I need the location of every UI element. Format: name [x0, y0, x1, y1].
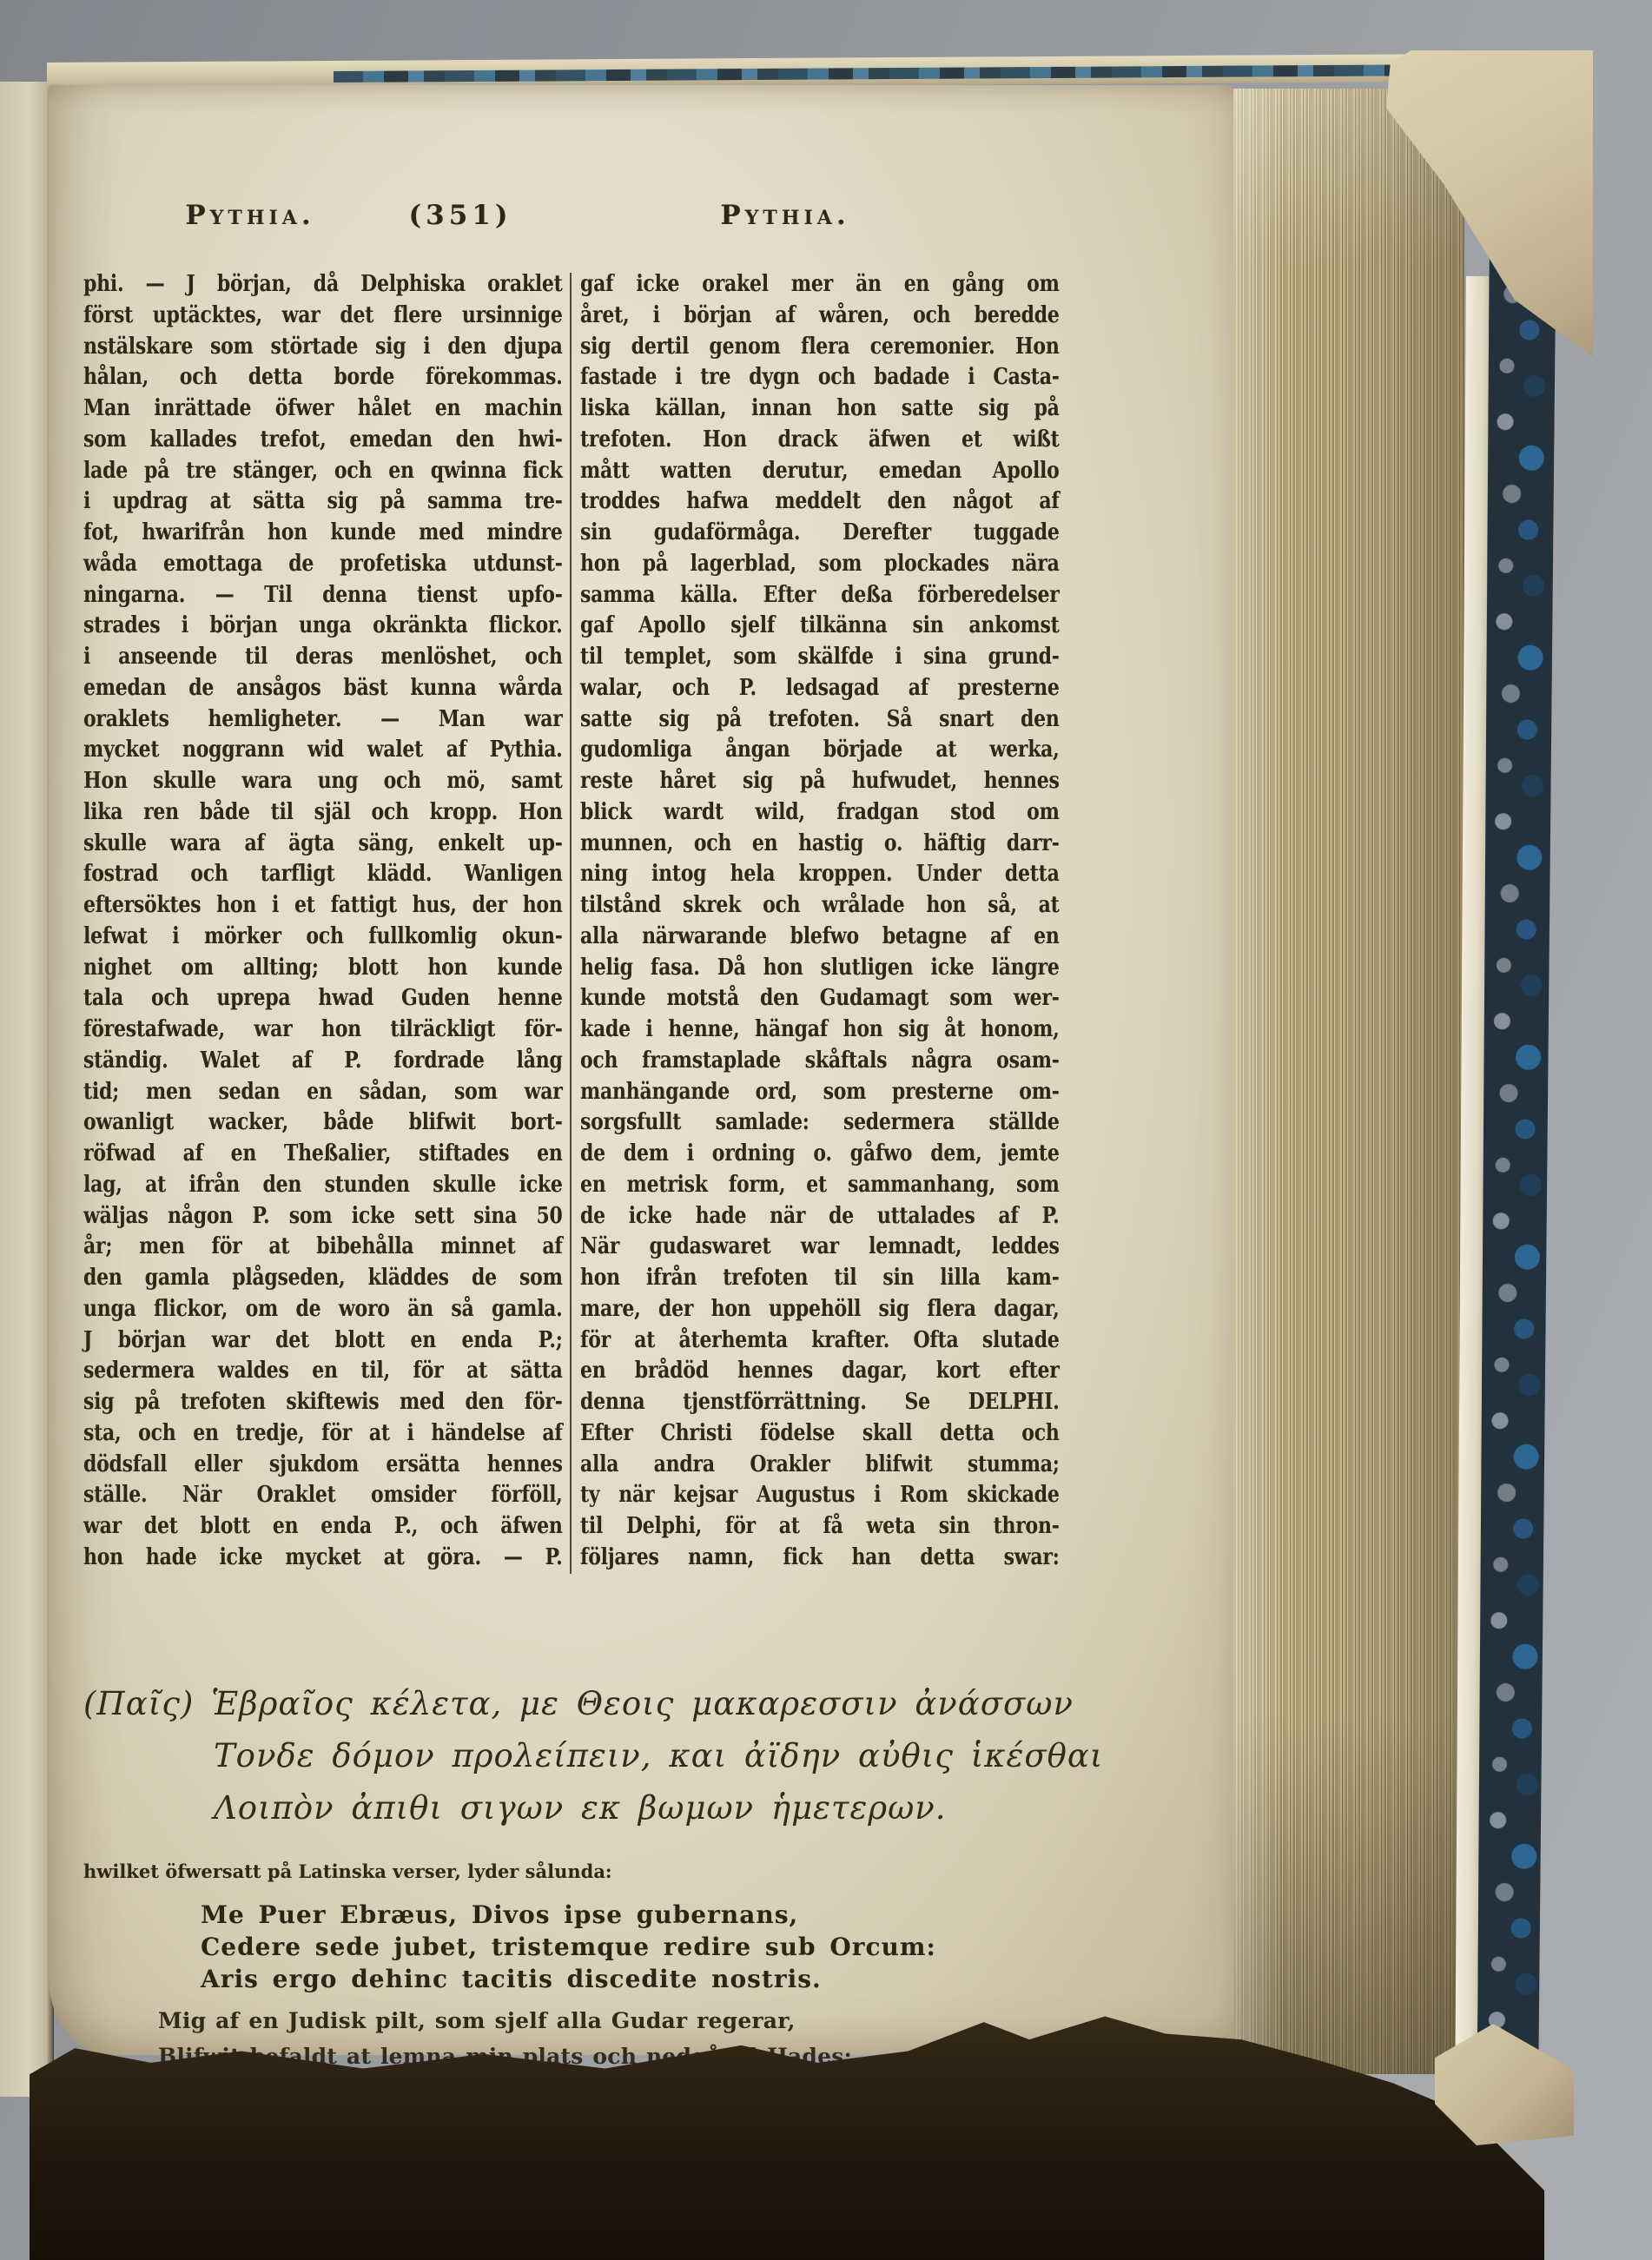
text-line: alla andra Orakler blifwit stumma; — [580, 1450, 1060, 1477]
text-line: sin gudaförmåga. Derefter tuggade — [580, 519, 1060, 545]
text-line: året, i början af wåren, och beredde — [580, 301, 1060, 328]
text-line: wåda emottaga de profetiska utdunst- — [83, 550, 563, 577]
text-line: war det blott en enda P., och äfwen — [83, 1513, 563, 1539]
top-edge-marbled-paper — [334, 64, 1468, 83]
text-line: de dem i ordning o. gåfwo dem, jemte — [580, 1140, 1060, 1166]
text-line: sta, och en tredje, för at i händelse af — [83, 1419, 563, 1446]
text-line: eftersöktes hon i et fattigt hus, der hon — [83, 892, 563, 918]
text-line: skulle wara af ägta säng, enkelt up- — [83, 829, 563, 856]
printed-text-block — [83, 200, 1104, 2069]
text-line: Τονδε δόμον προλείπειν, και ἀϊδην αὐθις ἱκέσθαι — [214, 1737, 1104, 1774]
text-line: wäljas någon P. som icke sett sina 50 — [83, 1202, 563, 1229]
text-line: blick wardt wild, fradgan stod om — [580, 798, 1060, 825]
book-page — [49, 85, 1237, 2069]
text-line: Efter Christi födelse skall detta och — [580, 1419, 1060, 1446]
text-line: hålan, och detta borde förekommas. — [83, 364, 563, 391]
text-line: hon på lagerblad, som plockades nära — [580, 550, 1060, 577]
text-line: fostrad och tarfligt klädd. Wanligen — [83, 861, 563, 888]
text-line: Mig af en Judisk pilt, som sjelf alla Gudar regerar, — [158, 2008, 796, 2033]
text-line: gaf icke orakel mer än en gång om — [580, 271, 1060, 297]
text-line: Man inrättade öfwer hålet en machin — [83, 395, 563, 421]
running-header-right: Pythia. — [720, 200, 850, 231]
text-line: i anseende til deras menlöshet, och — [83, 644, 563, 670]
text-line: ning intog hela kroppen. Under detta — [580, 861, 1060, 888]
text-line: emedan de ansågos bäst kunna wårda — [83, 674, 563, 701]
text-line: förestafwade, war hon tilräckligt för- — [83, 1016, 563, 1042]
text-line: (Παῖς) Ἑβραῖος κέλετα, με Θεοις μακαρεσσιν ἀνάσσων — [83, 1685, 1074, 1722]
text-line: helig fasa. Då hon slutligen icke längre — [580, 954, 1060, 981]
text-line: ställe. När Oraklet omsider förföll, — [83, 1482, 563, 1509]
text-line: til templet, som skälfde i sina grund- — [580, 644, 1060, 670]
text-line: lade på tre stänger, och en qwinna fick — [83, 457, 563, 484]
text-line: walar, och P. ledsagad af presterne — [580, 674, 1060, 701]
text-line: år; men för at bibehålla minnet af — [83, 1233, 563, 1260]
text-line: phi. — J början, då Delphiska oraklet — [83, 271, 563, 297]
text-line: tid; men sedan en sådan, som war — [83, 1078, 563, 1105]
text-line: de icke hade när de uttalades af P. — [580, 1202, 1060, 1229]
facing-page-edge — [0, 82, 54, 2097]
text-line: en brådöd hennes dagar, kort efter — [580, 1358, 1060, 1384]
text-line: denna tjenstförrättning. Se DELPHI. — [580, 1389, 1060, 1415]
text-line: den gamla plågseden, kläddes de som — [83, 1265, 563, 1291]
text-line: liska källan, innan hon satte sig på — [580, 395, 1060, 421]
column-divider-rule — [570, 273, 572, 1574]
text-line: oraklets hemligheter. — Man war — [83, 705, 563, 732]
text-line: troddes hafwa meddelt den något af — [580, 488, 1060, 515]
text-line: för at återhemta krafter. Ofta slutade — [580, 1326, 1060, 1353]
gilt-fore-edge — [1233, 89, 1464, 2074]
left-column — [83, 269, 563, 1574]
text-line: kade i henne, hängaf hon sig åt honom, — [580, 1016, 1060, 1042]
text-line: satte sig på trefoten. Så snart den — [580, 705, 1060, 732]
text-line: nighet om allting; blott hon kunde — [83, 954, 563, 981]
text-line: sedermera waldes en til, för at sätta — [83, 1358, 563, 1384]
text-line: kunde motstå den Gudamagt som wer- — [580, 985, 1060, 1012]
text-line: sig på trefoten skiftewis med den för- — [83, 1389, 563, 1415]
running-header-left: Pythia. — [185, 200, 315, 231]
text-line: fot, hwarifrån hon kunde med mindre — [83, 519, 563, 545]
text-line: Λοιπὸν ἀπιθι σιγων εκ βωμων ἡμετερων. — [214, 1789, 947, 1827]
page-number: (351) — [408, 200, 512, 231]
text-line: tilstånd skrek och wrålade hon så, at — [580, 892, 1060, 918]
greek-oracle-verse — [83, 1678, 1104, 1834]
text-line: mycket noggrann wid walet af Pythia. — [83, 737, 563, 763]
text-line: Aris ergo dehinc tacitis discedite nostris. — [201, 1965, 822, 1993]
text-line: i updrag at sätta sig på samma tre- — [83, 488, 563, 515]
text-line: tala och uprepa hwad Guden henne — [83, 985, 563, 1012]
text-line: Hon skulle wara ung och mö, samt — [83, 768, 563, 794]
text-line: dödsfall eller sjukdom ersätta hennes — [83, 1450, 563, 1477]
text-line: gudomliga ångan började at werka, — [580, 737, 1060, 763]
text-line: Me Puer Ebræus, Divos ipse gubernans, — [201, 1900, 799, 1929]
text-line: alla närwarande blefwo betagne af en — [580, 922, 1060, 949]
text-line: sorgsfullt samlade: sedermera ställde — [580, 1109, 1060, 1136]
running-header — [83, 200, 1060, 255]
text-line: ständig. Walet af P. fordrade lång — [83, 1047, 563, 1074]
marbled-cover-strip — [1477, 198, 1556, 2112]
text-line: När gudaswaret war lemnadt, leddes — [580, 1233, 1060, 1260]
text-line: strades i början unga okränkta flickor. — [83, 612, 563, 639]
text-line: reste håret sig på hufwudet, hennes — [580, 768, 1060, 794]
text-line: Blifwit befaldt at lemna min plats och nedgå til Hades: — [158, 2044, 852, 2069]
text-line: J början war det blott en enda P.; — [83, 1326, 563, 1353]
text-line: munnen, och en hastig o. häftig darr- — [580, 829, 1060, 856]
text-line: Cedere sede jubet, tristemque redire sub Orcum: — [201, 1933, 936, 1961]
text-line: mått watten derutur, emedan Apollo — [580, 457, 1060, 484]
text-line: ningarna. — Til denna tienst upfo- — [83, 581, 563, 608]
text-line: til Delphi, för at få weta sin thron- — [580, 1513, 1060, 1539]
text-line: röfwad af en Theßalier, stiftades en — [83, 1140, 563, 1166]
text-line: lag, at ifrån den stunden skulle icke — [83, 1171, 563, 1198]
text-line: lefwat i mörker och fullkomlig okun- — [83, 922, 563, 949]
text-line: mare, der hon uppehöll sig flera dagar, — [580, 1295, 1060, 1322]
text-line: sig dertil genom flera ceremonier. Hon — [580, 333, 1060, 360]
text-line: fastade i tre dygn och badade i Casta- — [580, 364, 1060, 391]
text-line: nstälskare som störtade sig i den djupa — [83, 333, 563, 360]
text-line: en metrisk form, et sammanhang, som — [580, 1171, 1060, 1198]
text-line: först uptäcktes, war det flere ursinnige — [83, 301, 563, 328]
text-line: owanligt wacker, både blifwit bort- — [83, 1109, 563, 1136]
right-column — [580, 269, 1060, 1574]
text-line: trefoten. Hon drack äfwen et wißt — [580, 426, 1060, 453]
text-line: och framstaplade skåftals några osam- — [580, 1047, 1060, 1074]
text-line: lika ren både til själ och kropp. Hon — [83, 798, 563, 825]
two-column-text — [83, 269, 1060, 1576]
text-line: unga flickor, om de woro än så gamla. — [83, 1295, 563, 1322]
text-line: ty när kejsar Augustus i Rom skickade — [580, 1482, 1060, 1509]
text-line: manhängande ord, som presterne om- — [580, 1078, 1060, 1105]
latin-translation-intro: hwilket öfwersatt på Latinska verser, lyder sålunda: — [83, 1860, 612, 1882]
text-line: hon ifrån trefoten til sin lilla kam- — [580, 1265, 1060, 1291]
latin-verse — [201, 1899, 936, 1995]
text-line: som kallades trefot, emedan den hwi- — [83, 426, 563, 453]
text-line: gaf Apollo sjelf tilkänna sin ankomst — [580, 612, 1060, 639]
text-line: följares namn, fick han detta swar: — [580, 1543, 1060, 1570]
text-line: samma källa. Efter deßa förberedelser — [580, 581, 1060, 608]
text-line: hon hade icke mycket at göra. — P. — [83, 1543, 563, 1570]
